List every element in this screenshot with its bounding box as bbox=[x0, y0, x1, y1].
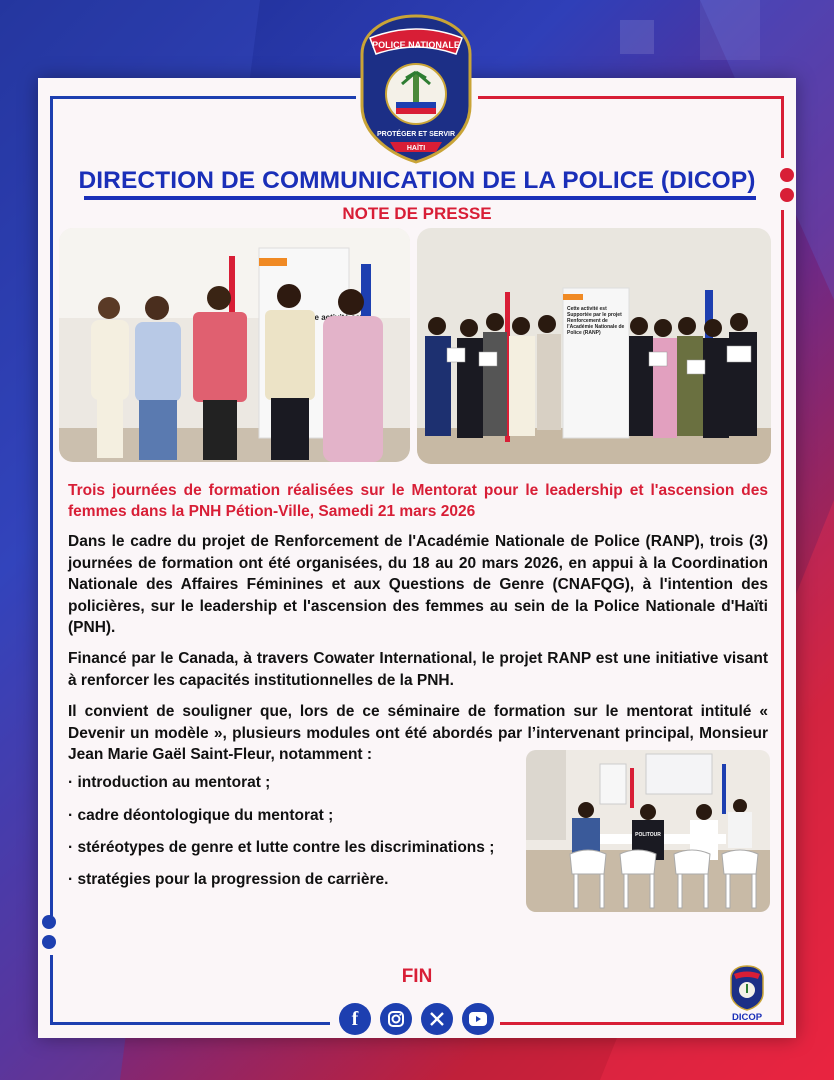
frame-line-bottom bbox=[50, 1022, 330, 1025]
frame-line-right bbox=[781, 96, 784, 158]
dicop-label: DICOP bbox=[731, 1012, 763, 1023]
photo-group-right bbox=[417, 228, 771, 464]
facebook-icon[interactable]: f bbox=[339, 1003, 371, 1035]
article-paragraph-3: Il convient de souligner que, lors de ce séminaire de formation sur le mentorat intitulé « Devenir un modèle », plusieurs modules ont été abordés par l’intervenant principal, Monsieur Jean Marie Gaël Saint-Fleur, notamment : bbox=[68, 703, 768, 763]
right-banner-text: Cette activité est Supportée par le projet Renforcement de l'Académie Nationale de Police (RANP) bbox=[567, 306, 625, 336]
x-icon[interactable] bbox=[421, 1003, 453, 1035]
article-paragraph-2: Financé par le Canada, à travers Cowater International, le projet RANP est une initiative visant à renforcer les capacités institutionnelles de la PNH. bbox=[68, 650, 768, 689]
title-underline bbox=[84, 196, 756, 200]
dicop-badge-icon bbox=[729, 965, 765, 1011]
frame-line-top-right bbox=[478, 96, 784, 99]
fin-label: FIN bbox=[401, 966, 433, 987]
quote-dots-left bbox=[38, 912, 60, 952]
instagram-icon[interactable] bbox=[380, 1003, 412, 1035]
bullet-item: · stratégies pour la progression de carrière. bbox=[68, 871, 389, 888]
small-vest-text: POLITOUR bbox=[635, 832, 661, 838]
youtube-icon[interactable] bbox=[462, 1003, 494, 1035]
photo-training-room bbox=[526, 750, 770, 912]
article-paragraph-1: Dans le cadre du projet de Renforcement de l'Académie Nationale de Police (RANP), trois (3) journées de formation ont été organisées, du 18 au 20 mars 2026, en appui à la Coordination Nationale des Affaires Féminines et aux Questions de Genre (CNAFQG), à l'intention des policières, sur le leadership et l'ascension des femmes au sein de la Police Nationale d'Haïti (PNH). bbox=[68, 533, 768, 636]
badge-country-text: HAÏTI bbox=[406, 145, 426, 152]
frame-line-top-left bbox=[50, 96, 356, 99]
bullet-item: · introduction au mentorat ; bbox=[68, 774, 271, 791]
police-badge-logo bbox=[356, 14, 476, 164]
bullet-item: · stéréotypes de genre et lutte contre les discriminations ; bbox=[68, 839, 495, 856]
bullet-item: · cadre déontologique du mentorat ; bbox=[68, 807, 334, 824]
page-title: DIRECTION DE COMMUNICATION DE LA POLICE (DICOP) bbox=[78, 167, 756, 194]
page-subtitle: NOTE DE PRESSE bbox=[342, 204, 492, 223]
badge-motto-text: PROTÉGER ET SERVIR bbox=[376, 131, 456, 138]
frame-line-right-lower bbox=[781, 210, 784, 1022]
article-headline: Trois journées de formation réalisées sur le Mentorat pour le leadership et l'ascension des femmes dans la PNH Pétion-Ville, Samedi 21 mars 2026 bbox=[68, 482, 768, 520]
badge-top-text: POLICE NATIONALE bbox=[372, 40, 460, 50]
photo-group-left bbox=[59, 228, 410, 462]
